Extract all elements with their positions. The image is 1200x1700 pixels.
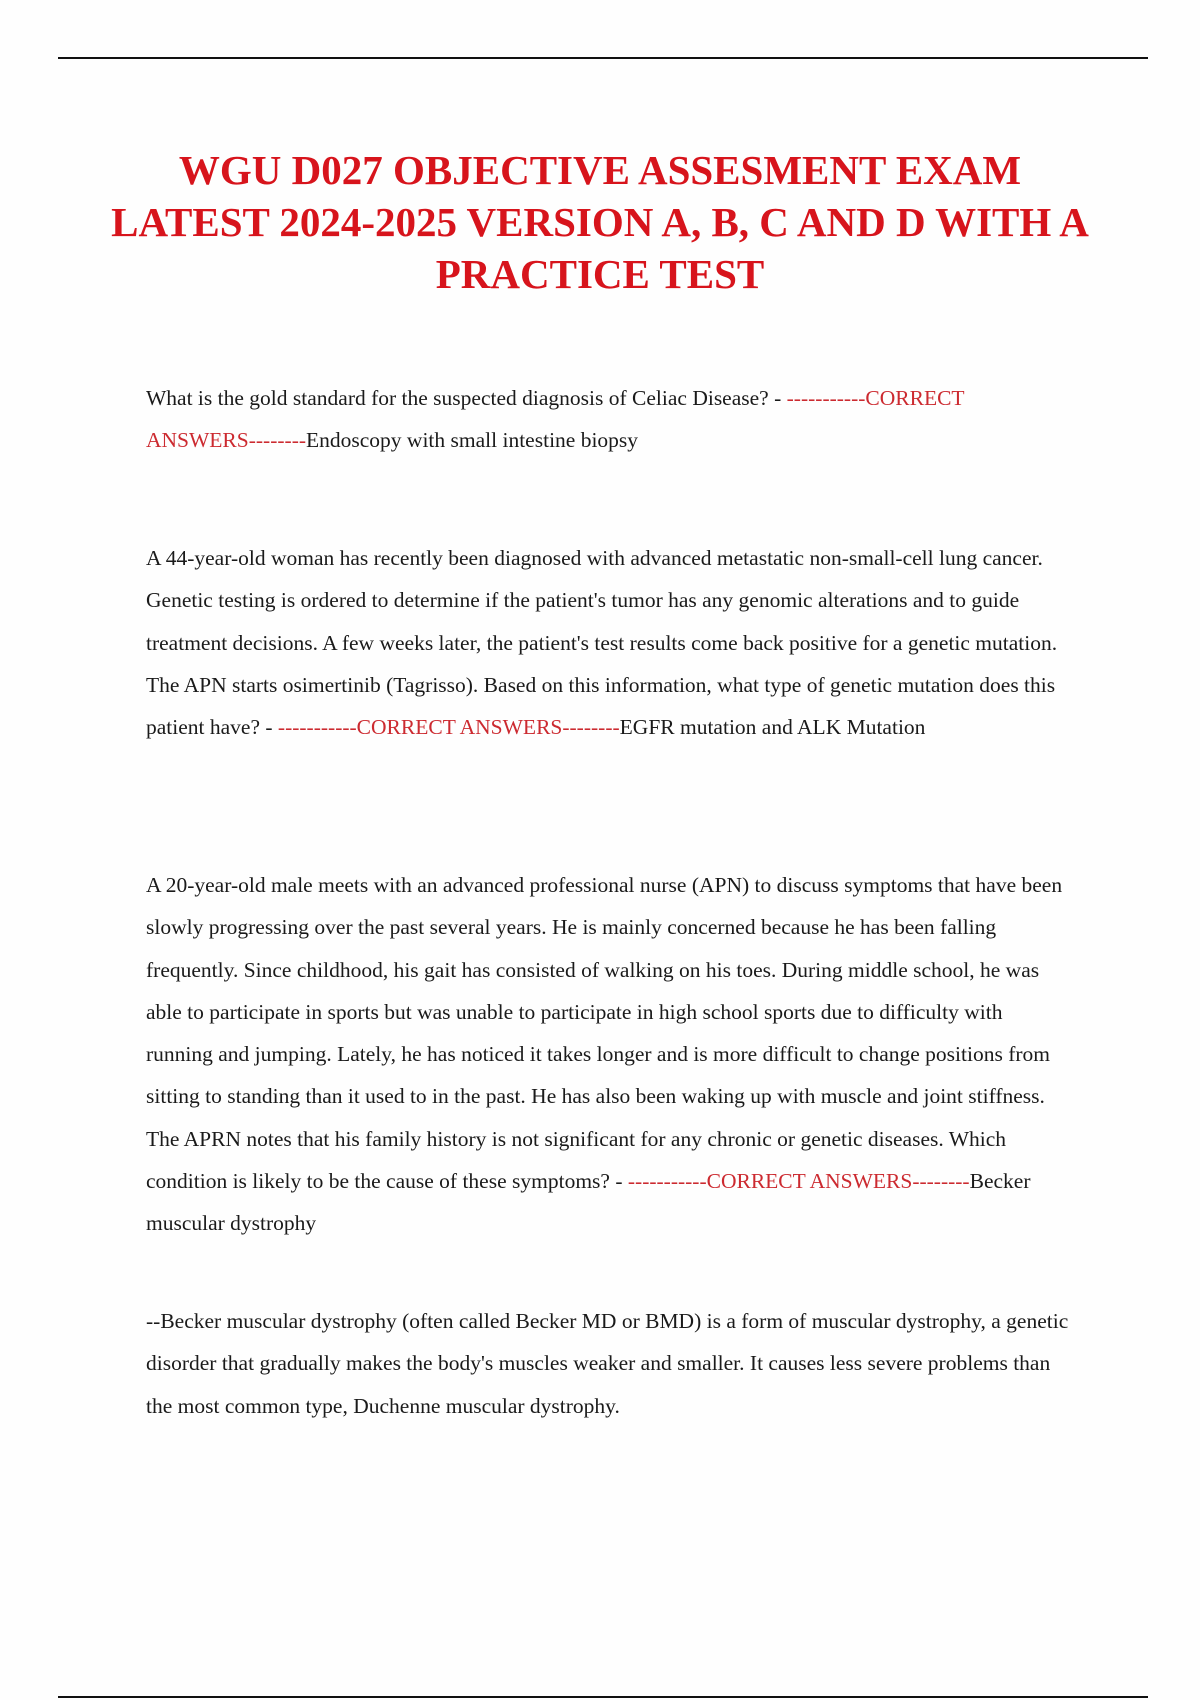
qa-item-2 (146, 537, 1071, 748)
question-text: A 20-year-old male meets with an advanced professional nurse (APN) to discuss symptoms that have been slowly progressing over the past several years. He is mainly concerned because he has been falling frequently. Since childhood, his gait has consisted of walking on his toes. During middle school, he was able to participate in sports but was unable to participate in high school sports due to difficulty with running and jumping. Lately, he has noticed it takes longer and is more difficult to change positions from sitting to standing than it used to in the past. He has also been waking up with muscle and joint stiffness. The APRN notes that his family history is not significant for any chronic or genetic diseases. Which condition is likely to be the cause of these symptoms? - (146, 873, 1063, 1194)
correct-answers-marker: -----------CORRECT ANSWERS-------- (627, 1169, 970, 1194)
question-text: A 44-year-old woman has recently been diagnosed with advanced metastatic non-small-cell lung cancer. Genetic testing is ordered to determine if the patient's tumor has any genomic alterations and to guide treatment decisions. A few weeks later, the patient's test results come back positive for a genetic mutation. The APN starts osimertinib (Tagrisso). Based on this information, what type of genetic mutation does this patient have? - (146, 546, 1058, 740)
bottom-rule (58, 1696, 1148, 1698)
explanation-paragraph: --Becker muscular dystrophy (often called Becker MD or BMD) is a form of muscular dystrophy, a genetic disorder that gradually makes the body's muscles weaker and smaller. It causes less severe problems than the most common type, Duchenne muscular dystrophy. (146, 1309, 1069, 1418)
document-title: WGU D027 OBJECTIVE ASSESMENT EXAM LATEST 2024-2025 VERSION A, B, C AND D WITH A PRACTICE TEST (111, 147, 1089, 297)
correct-answers-marker: -----------CORRECT ANSWERS-------- (146, 386, 965, 453)
answer-text: Endoscopy with small intestine biopsy (306, 428, 639, 453)
answer-text: Becker muscular dystrophy (146, 1169, 1031, 1236)
qa-item-3 (146, 864, 1071, 1245)
answer-text: EGFR mutation and ALK Mutation (619, 715, 926, 740)
top-rule (58, 57, 1148, 59)
question-text: What is the gold standard for the suspected diagnosis of Celiac Disease? - (146, 386, 787, 410)
qa-item-1 (146, 377, 1071, 462)
correct-answers-marker: -----------CORRECT ANSWERS-------- (277, 715, 620, 740)
